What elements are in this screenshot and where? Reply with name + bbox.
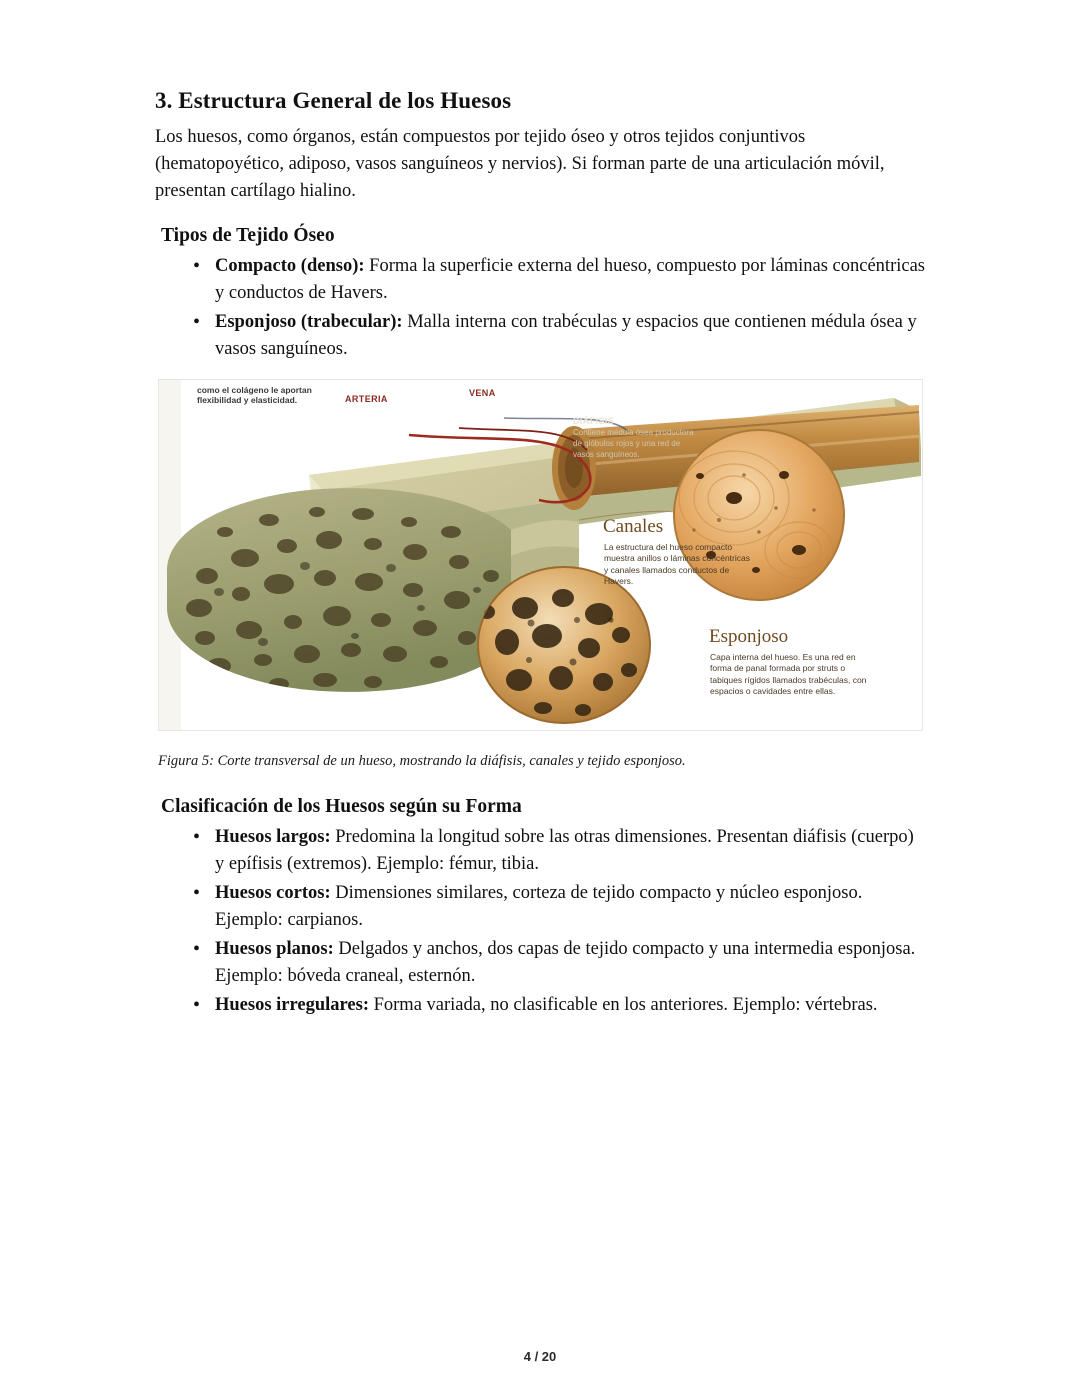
list-item-text: Dimensiones similares, corteza de tejido compacto y núcleo esponjoso. Ejemplo: carpianos.	[215, 883, 863, 930]
subsection-heading-tissue-types: Tipos de Tejido Óseo	[161, 225, 335, 246]
figure-label-vena: VENA	[469, 388, 496, 398]
tissue-types-list	[155, 253, 925, 363]
page-indicator: 4 / 20	[523, 1349, 557, 1364]
figure-label-esponjoso-body: Capa interna del hueso. Es una red en forma de panal formada por struts o tabiques rígidos llamados trabéculas, con espacios o cavidades entre ellas.	[710, 652, 867, 697]
list-item-label: Huesos irregulares:	[215, 995, 369, 1015]
figure-caption: Figura 5: Corte transversal de un hueso, mostrando la diáfisis, canales y tejido esponjoso.	[158, 753, 686, 769]
list-item-text: Malla interna con trabéculas y espacios que contienen médula ósea y vasos sanguíneos.	[215, 312, 917, 359]
page-title: 3. Estructura General de los Huesos	[155, 88, 512, 113]
figure-note-top-left: como el colágeno le aportan flexibilidad y elasticidad.	[197, 385, 312, 405]
figure-label-canales-title: Canales	[603, 516, 664, 537]
classification-list	[155, 824, 925, 1019]
figure-label-diafisis-title: DIÁFISIS	[573, 416, 615, 426]
list-item-text: Forma variada, no clasificable en los anteriores. Ejemplo: vértebras.	[368, 995, 878, 1015]
subsection-heading-classification: Clasificación de los Huesos según su Forma	[161, 796, 522, 817]
list-item	[193, 253, 925, 307]
figure-5	[158, 379, 921, 770]
list-item-text: Predomina la longitud sobre las otras dimensiones. Presentan diáfisis (cuerpo) y epífisis (extremos). Ejemplo: fémur, tibia.	[215, 827, 914, 874]
list-item	[193, 824, 925, 878]
list-item	[193, 309, 925, 363]
figure-label-esponjoso-title: Esponjoso	[709, 626, 789, 647]
bone-cross-section-illustration	[158, 379, 923, 731]
figure-label-arteria: ARTERIA	[345, 394, 388, 404]
list-item	[193, 880, 925, 934]
list-item-label: Huesos planos:	[215, 939, 334, 959]
figure-label-canales-body: La estructura del hueso compacto muestra anillos o láminas concéntricas y canales llamados conductos de Havers.	[604, 542, 750, 587]
list-item-text: Forma la superficie externa del hueso, compuesto por láminas concéntricas y conductos de Havers.	[215, 256, 925, 303]
list-item-label: Huesos cortos:	[215, 883, 331, 903]
list-item-label: Esponjoso (trabecular):	[215, 312, 403, 332]
list-item-text: Delgados y anchos, dos capas de tejido compacto y una intermedia esponjosa. Ejemplo: bóveda craneal, esternón.	[215, 939, 916, 986]
list-item-label: Compacto (denso):	[215, 256, 365, 276]
list-item	[193, 992, 925, 1019]
intro-paragraph: Los huesos, como órganos, están compuestos por tejido óseo y otros tejidos conjuntivos (hematopoyético, adiposo, vasos sanguíneos y nervios). Si forman parte de una articulación móvil, presentan cartílago hialino.	[155, 127, 885, 201]
list-item-label: Huesos largos:	[215, 827, 331, 847]
list-item	[193, 936, 925, 990]
page-content	[155, 88, 925, 1035]
figure-label-diafisis-body: Contiene médula ósea productora de glóbulos rojos y una red de vasos sanguíneos.	[573, 428, 694, 459]
